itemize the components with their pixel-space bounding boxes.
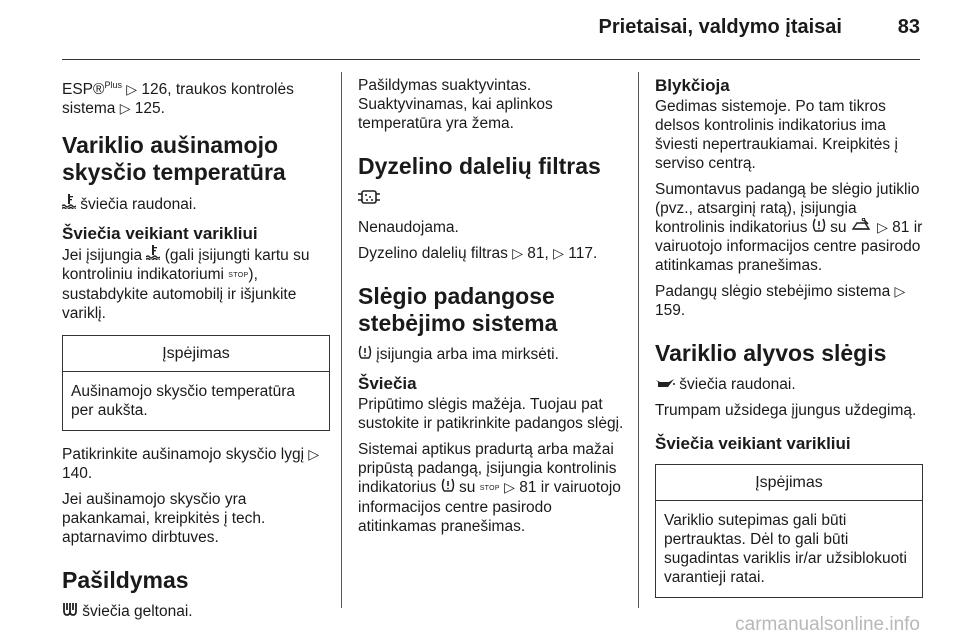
- oil-line: šviečia raudonai.: [655, 375, 923, 394]
- oil-can-icon: [655, 375, 675, 394]
- stop-indicator-icon: STOP: [228, 272, 249, 280]
- preheating-active: Pašildymas suaktyvintas.: [358, 77, 532, 94]
- column-2: [358, 76, 626, 543]
- lit-heading: Šviečia: [358, 374, 417, 393]
- lit-text: Pripūtimo slėgis mažėja. Tuojau pat sustokite ir patikrinkite padangos slėgį.: [358, 396, 624, 432]
- service-wrench-car-icon: [851, 218, 873, 237]
- header-rule: [62, 59, 920, 60]
- warning-body: Aušinamojo skysčio temperatūra per aukšta.: [71, 383, 295, 420]
- dpf-reference: Dyzelino dalelių filtras ▷ 81, ▷ 117.: [358, 245, 598, 262]
- tyre-pressure-icon: [812, 218, 826, 237]
- mount-text: Sumontavus padangą be slėgio jutiklio (pvz., atsarginį ratą), įsijungia kontrolinis indikatorius su ▷ 81 ir vairuotojo informacijos centre pasirodo atitinkamas pranešimas.: [655, 181, 923, 274]
- tpms-reference: Padangų slėgio stebėjimo sistema ▷ 159.: [655, 283, 906, 319]
- warning-title: Įspėjimas: [63, 336, 329, 372]
- coolant-temperature-icon: [62, 194, 76, 214]
- preheating-cold: Suaktyvinamas, kai aplinkos temperatūra yra žema.: [358, 96, 553, 132]
- engine-running-heading: Šviečia veikiant varikliui: [62, 224, 258, 244]
- page-ref-arrow-icon: ▷: [308, 446, 320, 463]
- page-title: Prietaisai, valdymo įtaisai: [598, 16, 842, 38]
- coolant-heading: Variklio aušinamojo skysčio temperatūra: [62, 132, 286, 186]
- page-ref-arrow-icon: ▷: [119, 100, 131, 117]
- warning-body: Variklio sutepimas gali būti pertrauktas. Dėl to gali būti sugadintas variklis ir/ar užsiblokuoti varantieji ratai.: [664, 512, 907, 586]
- diesel-particle-filter-icon: [358, 188, 626, 210]
- page-ref-arrow-icon: ▷: [504, 479, 515, 495]
- page-ref-arrow-icon: ▷: [877, 219, 888, 235]
- stop-indicator-icon: STOP: [479, 485, 500, 492]
- check-coolant-text: Patikrinkite aušinamojo skysčio lygį ▷ 140.: [62, 446, 320, 483]
- puncture-text: Sistemai aptikus pradurtą arba mažai pripūstą padangą, įsijungia kontrolinis indikatorius su STOP ▷ 81 ir vairuotojo informacijos centre pasirodo atitinkamas pranešimas.: [358, 441, 621, 535]
- oil-brief: Trumpam užsidega įjungus uždegimą.: [655, 402, 917, 419]
- flash-heading: Blykčioja: [655, 76, 730, 95]
- oil-heading: Variklio alyvos slėgis: [655, 340, 887, 366]
- esp-reference: ESP®$^{Plus}$ ▷ 126, traukos kontrolės sistema ▷ 125.: [62, 80, 294, 118]
- dpf-unused: Nenaudojama.: [358, 219, 459, 236]
- column-3: [655, 76, 923, 612]
- engine-running-text: Jei įsijungia (gali įsijungti kartu su kontroliniu indikatoriumi STOP), sustabdykite automobilį ir išjunkite variklį.: [62, 247, 310, 323]
- page-ref-arrow-icon: ▷: [126, 81, 138, 98]
- page-header: [0, 0, 960, 60]
- engine-running-heading: Šviečia veikiant varikliui: [655, 434, 851, 453]
- warning-box: [62, 335, 330, 431]
- preheating-heading: Pašildymas: [62, 567, 189, 594]
- warning-title: Įspėjimas: [656, 465, 922, 501]
- page-number: 83: [897, 16, 920, 38]
- flash-text: Gedimas sistemoje. Po tam tikros delsos kontrolinis indikatorius ima šviesti nepertraukiamai. Kreipkitės į serviso centrą.: [655, 98, 898, 172]
- page-ref-arrow-icon: ▷: [512, 245, 523, 261]
- tyre-pressure-icon: [358, 345, 372, 364]
- tpms-heading: Slėgio padangose stebėjimo sistema: [358, 283, 558, 336]
- coolant-temperature-icon: [146, 245, 160, 265]
- page-ref-arrow-icon: ▷: [553, 245, 564, 261]
- preheating-line: šviečia geltonai.: [62, 602, 330, 621]
- preheating-coil-icon: [62, 602, 78, 621]
- enough-coolant-text: Jei aušinamojo skysčio yra pakankamai, kreipkitės į tech. aptarnavimo dirbtuves.: [62, 491, 266, 547]
- dpf-heading: Dyzelino dalelių filtras: [358, 153, 601, 179]
- column-divider: [638, 72, 639, 608]
- watermark: carmanualsonline.info: [735, 614, 920, 635]
- warning-box: [655, 464, 923, 598]
- page-ref-arrow-icon: ▷: [894, 283, 906, 299]
- column-divider: [341, 72, 342, 608]
- column-1: [62, 76, 330, 628]
- tpms-line: įsijungia arba ima mirksėti.: [358, 345, 626, 364]
- tyre-pressure-icon: [441, 478, 455, 497]
- coolant-line: šviečia raudonai.: [62, 194, 330, 214]
